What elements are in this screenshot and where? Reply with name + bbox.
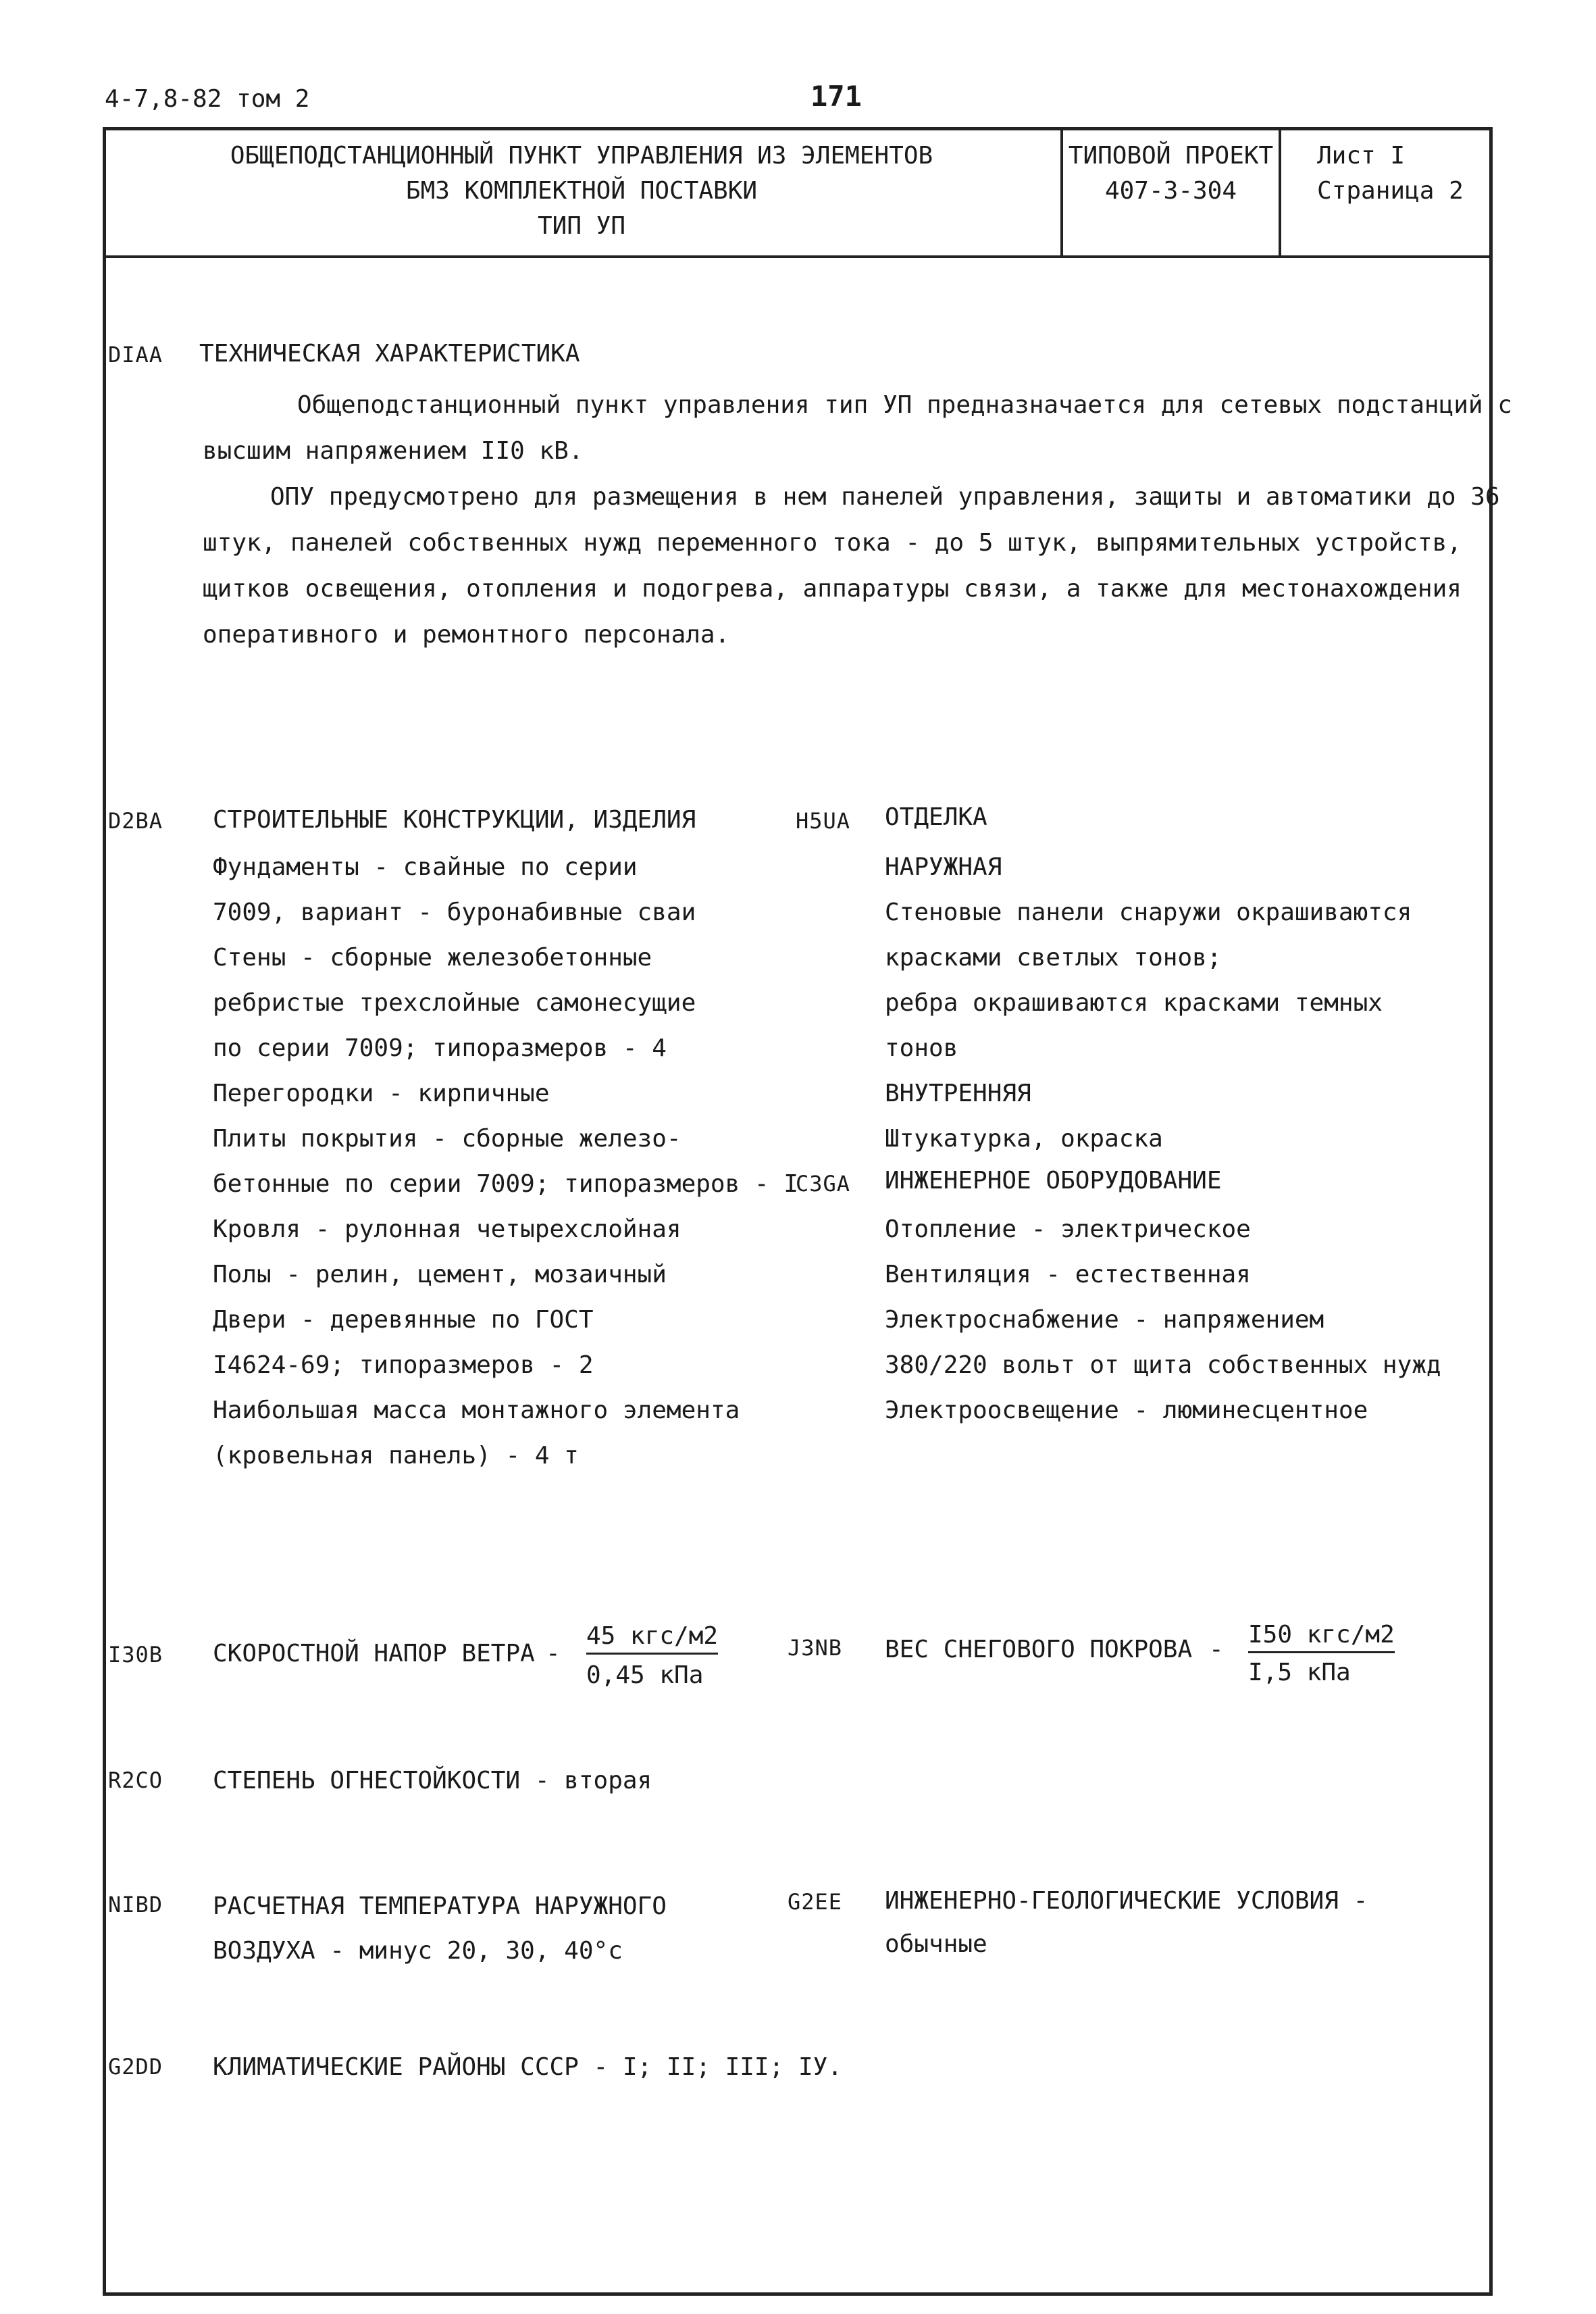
wind-dash: - [546, 1640, 561, 1667]
engineering-list [885, 1207, 1441, 1433]
geo-line-2: обычные [885, 1930, 987, 1958]
finishing-line: НАРУЖНАЯ [885, 853, 1002, 881]
construction-line: бетонные по серии 7009; типоразмеров - I [213, 1170, 798, 1198]
snow-value-kpa: I,5 кПа [1248, 1659, 1351, 1686]
snow-dash: - [1209, 1636, 1224, 1663]
tech-line: ОПУ предусмотрено для размещения в нем панелей управления, защиты и автоматики до 36 [270, 483, 1500, 511]
engineering-line: Вентиляция - естественная [885, 1261, 1251, 1288]
finishing-line: Штукатурка, окраска [885, 1125, 1163, 1153]
engineering-line: Электроосвещение - люминесцентное [885, 1397, 1368, 1424]
snow-value-kgs: I50 кгс/м2 [1248, 1620, 1395, 1653]
construction-line: Стены - сборные железобетонные [213, 944, 652, 972]
tech-line: штук, панелей собственных нужд переменного тока - до 5 штук, выпрямительных устройств, [203, 529, 1462, 557]
section-code-fire: R2CO [108, 1767, 163, 1793]
construction-line: (кровельная панель) - 4 т [213, 1442, 579, 1469]
section-code-climate: G2DD [108, 2054, 163, 2080]
section-code-tech: DIAA [108, 342, 163, 368]
section-code-construction: D2BA [108, 808, 163, 834]
snow-label: ВЕС СНЕГОВОГО ПОКРОВА [885, 1636, 1193, 1663]
title-line-2: БМЗ КОМПЛЕКТНОЙ ПОСТАВКИ [405, 177, 758, 205]
wind-value-kgs: 45 кгс/м2 [586, 1621, 718, 1655]
tech-line: высшим напряжением II0 кВ. [203, 437, 584, 465]
wind-value-kpa: 0,45 кПа [586, 1661, 704, 1689]
section-code-geo: G2EE [788, 1889, 843, 1915]
sheet-label: Лист I [1317, 142, 1406, 170]
engineering-line: Отопление - электрическое [885, 1215, 1251, 1243]
page-number: 171 [810, 80, 862, 113]
title-block-separator-2 [1279, 127, 1281, 257]
tech-line: оперативного и ремонтного персонала. [203, 621, 730, 649]
tech-heading: ТЕХНИЧЕСКАЯ ХАРАКТЕРИСТИКА [199, 340, 580, 368]
engineering-line: Электроснабжение - напряжением [885, 1306, 1324, 1334]
construction-line: Кровля - рулонная четырехслойная [213, 1215, 681, 1243]
climate-text: КЛИМАТИЧЕСКИЕ РАЙОНЫ СССР - I; II; III; IУ. [213, 2053, 842, 2081]
project-label: ТИПОВОЙ ПРОЕКТ [1068, 142, 1274, 170]
tech-paragraph [203, 382, 1512, 658]
finishing-line: красками светлых тонов; [885, 944, 1222, 972]
construction-line: Двери - деревянные по ГОСТ [213, 1306, 594, 1334]
finishing-line: Стеновые панели снаружи окрашиваются [885, 899, 1412, 926]
section-code-wind: I30B [108, 1642, 163, 1667]
section-code-temp: NIBD [108, 1892, 163, 1917]
construction-line: 7009, вариант - буронабивные сваи [213, 899, 696, 926]
section-code-engineering: C3GA [796, 1171, 851, 1197]
construction-line: Перегородки - кирпичные [213, 1080, 550, 1107]
tech-line: Общеподстанционный пункт управления тип УП предназначается для сетевых подстанций с [297, 391, 1512, 419]
section-code-finishing: H5UA [796, 808, 851, 834]
temp-line-1: РАСЧЕТНАЯ ТЕМПЕРАТУРА НАРУЖНОГО [213, 1892, 667, 1920]
finishing-line: ребра окрашиваются красками темных [885, 989, 1383, 1017]
title-line-1: ОБЩЕПОДСТАНЦИОННЫЙ ПУНКТ УПРАВЛЕНИЯ ИЗ ЭЛЕМЕНТОВ [230, 142, 933, 170]
construction-line: по серии 7009; типоразмеров - 4 [213, 1034, 667, 1062]
construction-heading: СТРОИТЕЛЬНЫЕ КОНСТРУКЦИИ, ИЗДЕЛИЯ [213, 806, 696, 834]
engineering-heading: ИНЖЕНЕРНОЕ ОБОРУДОВАНИЕ [885, 1167, 1222, 1194]
geo-line-1: ИНЖЕНЕРНО-ГЕОЛОГИЧЕСКИЕ УСЛОВИЯ - [885, 1887, 1368, 1915]
series-reference: 4-7,8-82 том 2 [105, 85, 310, 113]
title-line-3: ТИП УП [537, 212, 626, 240]
section-code-snow: J3NB [788, 1635, 843, 1661]
temp-line-2: ВОЗДУХА - минус 20, 30, 40°с [213, 1937, 623, 1965]
construction-line: Плиты покрытия - сборные железо- [213, 1125, 681, 1153]
construction-line: Наибольшая масса монтажного элемента [213, 1397, 740, 1424]
wind-label: СКОРОСТНОЙ НАПОР ВЕТРА [213, 1640, 535, 1667]
construction-line: ребристые трехслойные самонесущие [213, 989, 696, 1017]
title-block-divider [103, 255, 1493, 258]
project-number: 407-3-304 [1104, 177, 1237, 205]
construction-list [213, 845, 798, 1478]
finishing-heading: ОТДЕЛКА [885, 803, 987, 831]
tech-line: щитков освещения, отопления и подогрева, аппаратуры связи, а также для местонахождения [203, 575, 1462, 603]
finishing-line: ВНУТРЕННЯЯ [885, 1080, 1031, 1107]
engineering-line: 380/220 вольт от щита собственных нужд [885, 1351, 1441, 1379]
construction-line: I4624-69; типоразмеров - 2 [213, 1351, 594, 1379]
finishing-list [885, 845, 1412, 1161]
construction-line: Фундаменты - свайные по серии [213, 853, 638, 881]
fire-text: СТЕПЕНЬ ОГНЕСТОЙКОСТИ - вторая [213, 1767, 652, 1794]
construction-line: Полы - релин, цемент, мозаичный [213, 1261, 667, 1288]
page-label: Страница 2 [1317, 177, 1464, 205]
finishing-line: тонов [885, 1034, 958, 1062]
